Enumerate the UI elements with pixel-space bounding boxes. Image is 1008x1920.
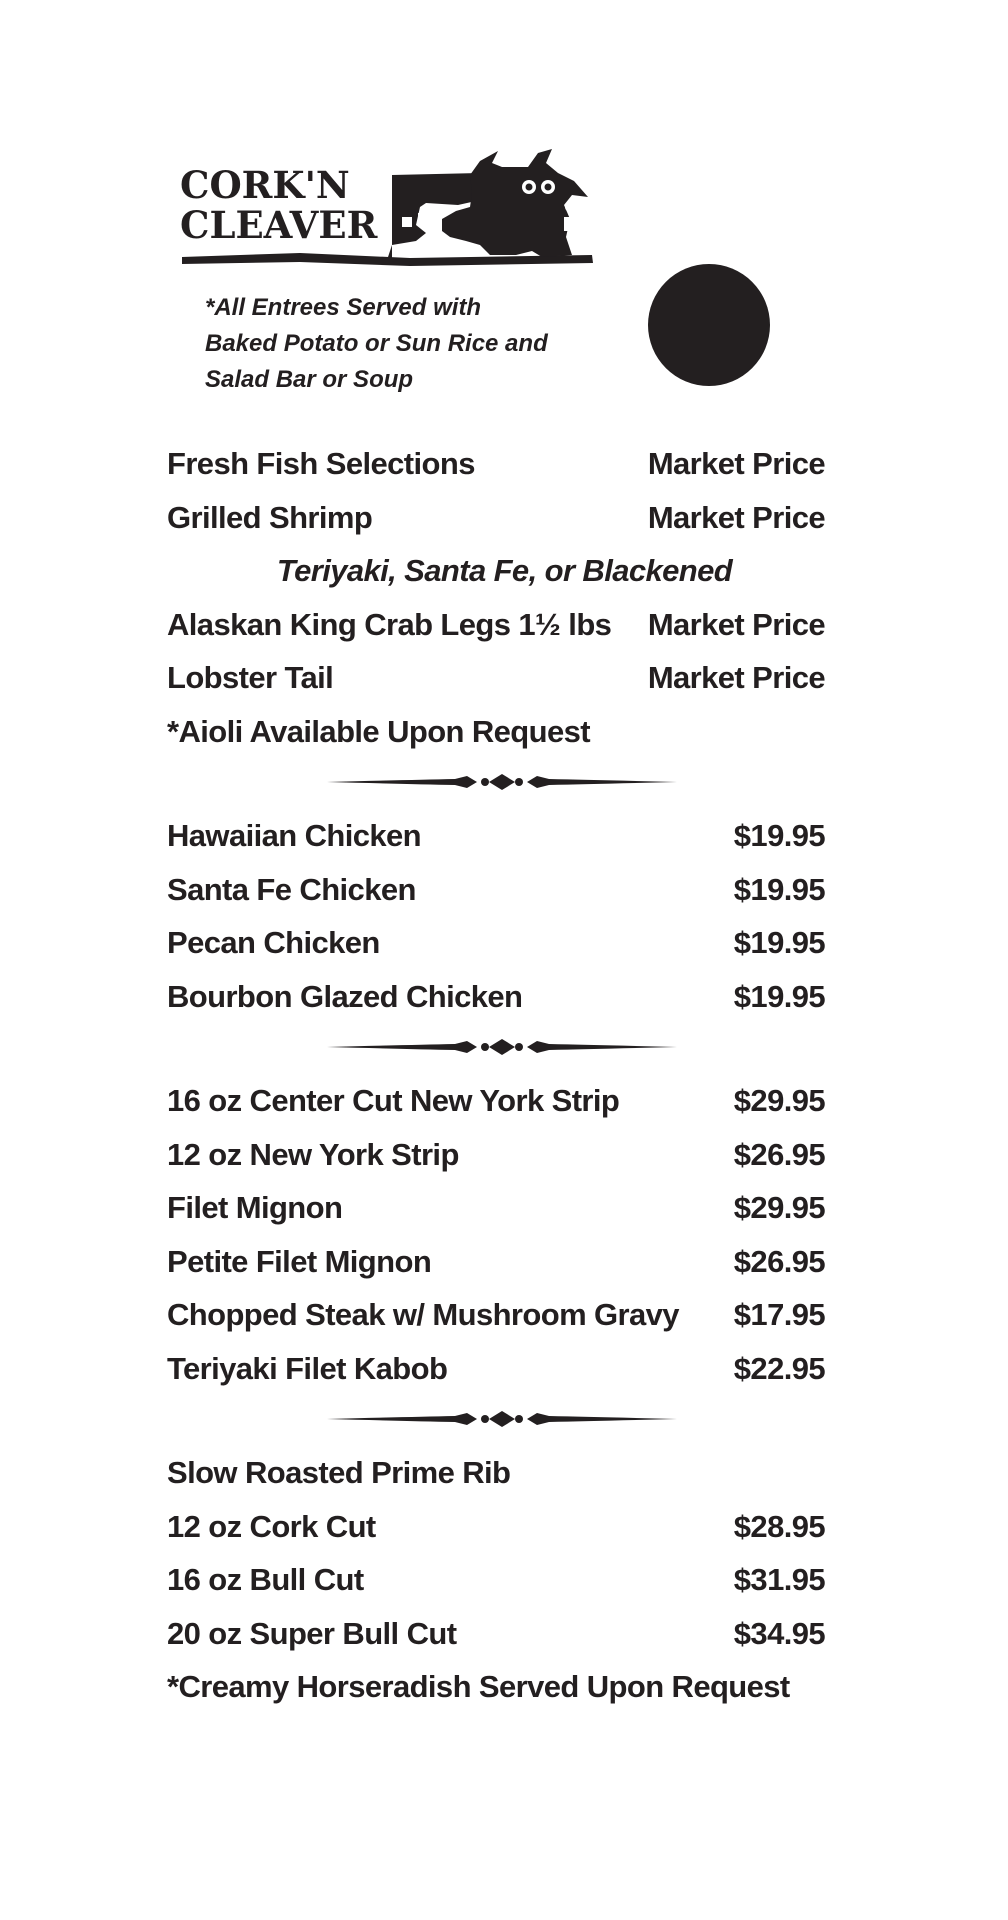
prime-rib-footnote <box>167 1660 842 1714</box>
ornamental-divider <box>167 1395 842 1446</box>
menu-item <box>167 1235 842 1289</box>
section-heading: Slow Roasted Prime Rib <box>167 1455 511 1490</box>
logo-line-2: CLEAVER <box>180 203 378 247</box>
note-line: Salad Bar or Soup <box>205 366 414 393</box>
menu-item <box>167 651 842 705</box>
shrimp-options <box>167 544 842 598</box>
item-name: 12 oz Cork Cut <box>167 1508 376 1544</box>
prime-rib-heading <box>167 1446 842 1500</box>
item-price: $26.95 <box>733 1136 825 1172</box>
item-name: Chopped Steak w/ Mushroom Gravy <box>167 1297 679 1332</box>
item-name: Bourbon Glazed Chicken <box>167 978 523 1014</box>
black-circle-graphic <box>648 264 770 386</box>
footnote-text: *Aioli Available Upon Request <box>167 713 590 749</box>
item-price: $22.95 <box>733 1350 825 1386</box>
menu-item <box>167 1342 842 1396</box>
logo-wordmark <box>180 165 390 245</box>
menu-item <box>167 1553 842 1607</box>
menu-item <box>167 491 842 545</box>
note-line: *All Entrees Served with <box>205 294 482 321</box>
menu-item <box>167 1074 842 1128</box>
item-name: Teriyaki Filet Kabob <box>167 1350 448 1386</box>
menu-item <box>167 1128 842 1182</box>
logo-line-1: CORK'N <box>180 163 350 207</box>
cork-n-cleaver-logo <box>180 145 600 270</box>
menu-item <box>167 1288 842 1342</box>
item-name: Pecan Chicken <box>167 925 380 960</box>
footnote-text: *Creamy Horseradish Served Upon Request <box>167 1669 790 1704</box>
item-name: Alaskan King Crab Legs 1½ lbs <box>167 606 612 642</box>
menu-list <box>167 437 842 1714</box>
item-price: Market Price <box>647 660 825 695</box>
item-price: $29.95 <box>733 1083 825 1118</box>
item-name: Lobster Tail <box>167 660 334 695</box>
item-price: $28.95 <box>733 1508 825 1544</box>
flourish-divider-icon <box>327 1037 677 1057</box>
item-price: Market Price <box>647 446 825 481</box>
menu-item <box>167 863 842 917</box>
shrimp-options-text: Teriyaki, Santa Fe, or Blackened <box>276 553 733 588</box>
menu-item <box>167 809 842 863</box>
note-line: Baked Potato or Sun Rice and <box>205 330 548 357</box>
ornamental-divider <box>167 758 842 809</box>
item-name: Petite Filet Mignon <box>167 1243 432 1279</box>
seafood-footnote <box>167 705 842 759</box>
item-price: $19.95 <box>733 978 825 1014</box>
item-price: Market Price <box>647 499 825 535</box>
item-name: Fresh Fish Selections <box>167 446 475 481</box>
item-price: $26.95 <box>733 1243 825 1279</box>
item-name: 20 oz Super Bull Cut <box>167 1615 457 1651</box>
item-price: $19.95 <box>733 871 825 907</box>
item-price: $34.95 <box>733 1615 825 1651</box>
item-name: 12 oz New York Strip <box>167 1136 459 1172</box>
item-name: 16 oz Center Cut New York Strip <box>167 1083 620 1118</box>
entree-note <box>205 290 625 398</box>
item-name: Filet Mignon <box>167 1190 343 1225</box>
menu-item <box>167 1607 842 1661</box>
menu-item <box>167 598 842 652</box>
item-price: $19.95 <box>733 818 825 853</box>
item-name: Hawaiian Chicken <box>167 818 421 853</box>
menu-item <box>167 1181 842 1235</box>
flourish-divider-icon <box>327 772 677 792</box>
item-price: $29.95 <box>733 1190 825 1225</box>
flourish-divider-icon <box>327 1409 677 1429</box>
menu-item <box>167 970 842 1024</box>
menu-item <box>167 437 842 491</box>
item-name: Santa Fe Chicken <box>167 871 416 907</box>
menu-item <box>167 916 842 970</box>
item-price: $19.95 <box>733 925 825 960</box>
item-name: 16 oz Bull Cut <box>167 1562 364 1597</box>
item-name: Grilled Shrimp <box>167 499 373 535</box>
item-price: Market Price <box>647 606 825 642</box>
item-price: $31.95 <box>733 1562 825 1597</box>
item-price: $17.95 <box>733 1297 825 1332</box>
menu-item <box>167 1500 842 1554</box>
ornamental-divider <box>167 1023 842 1074</box>
